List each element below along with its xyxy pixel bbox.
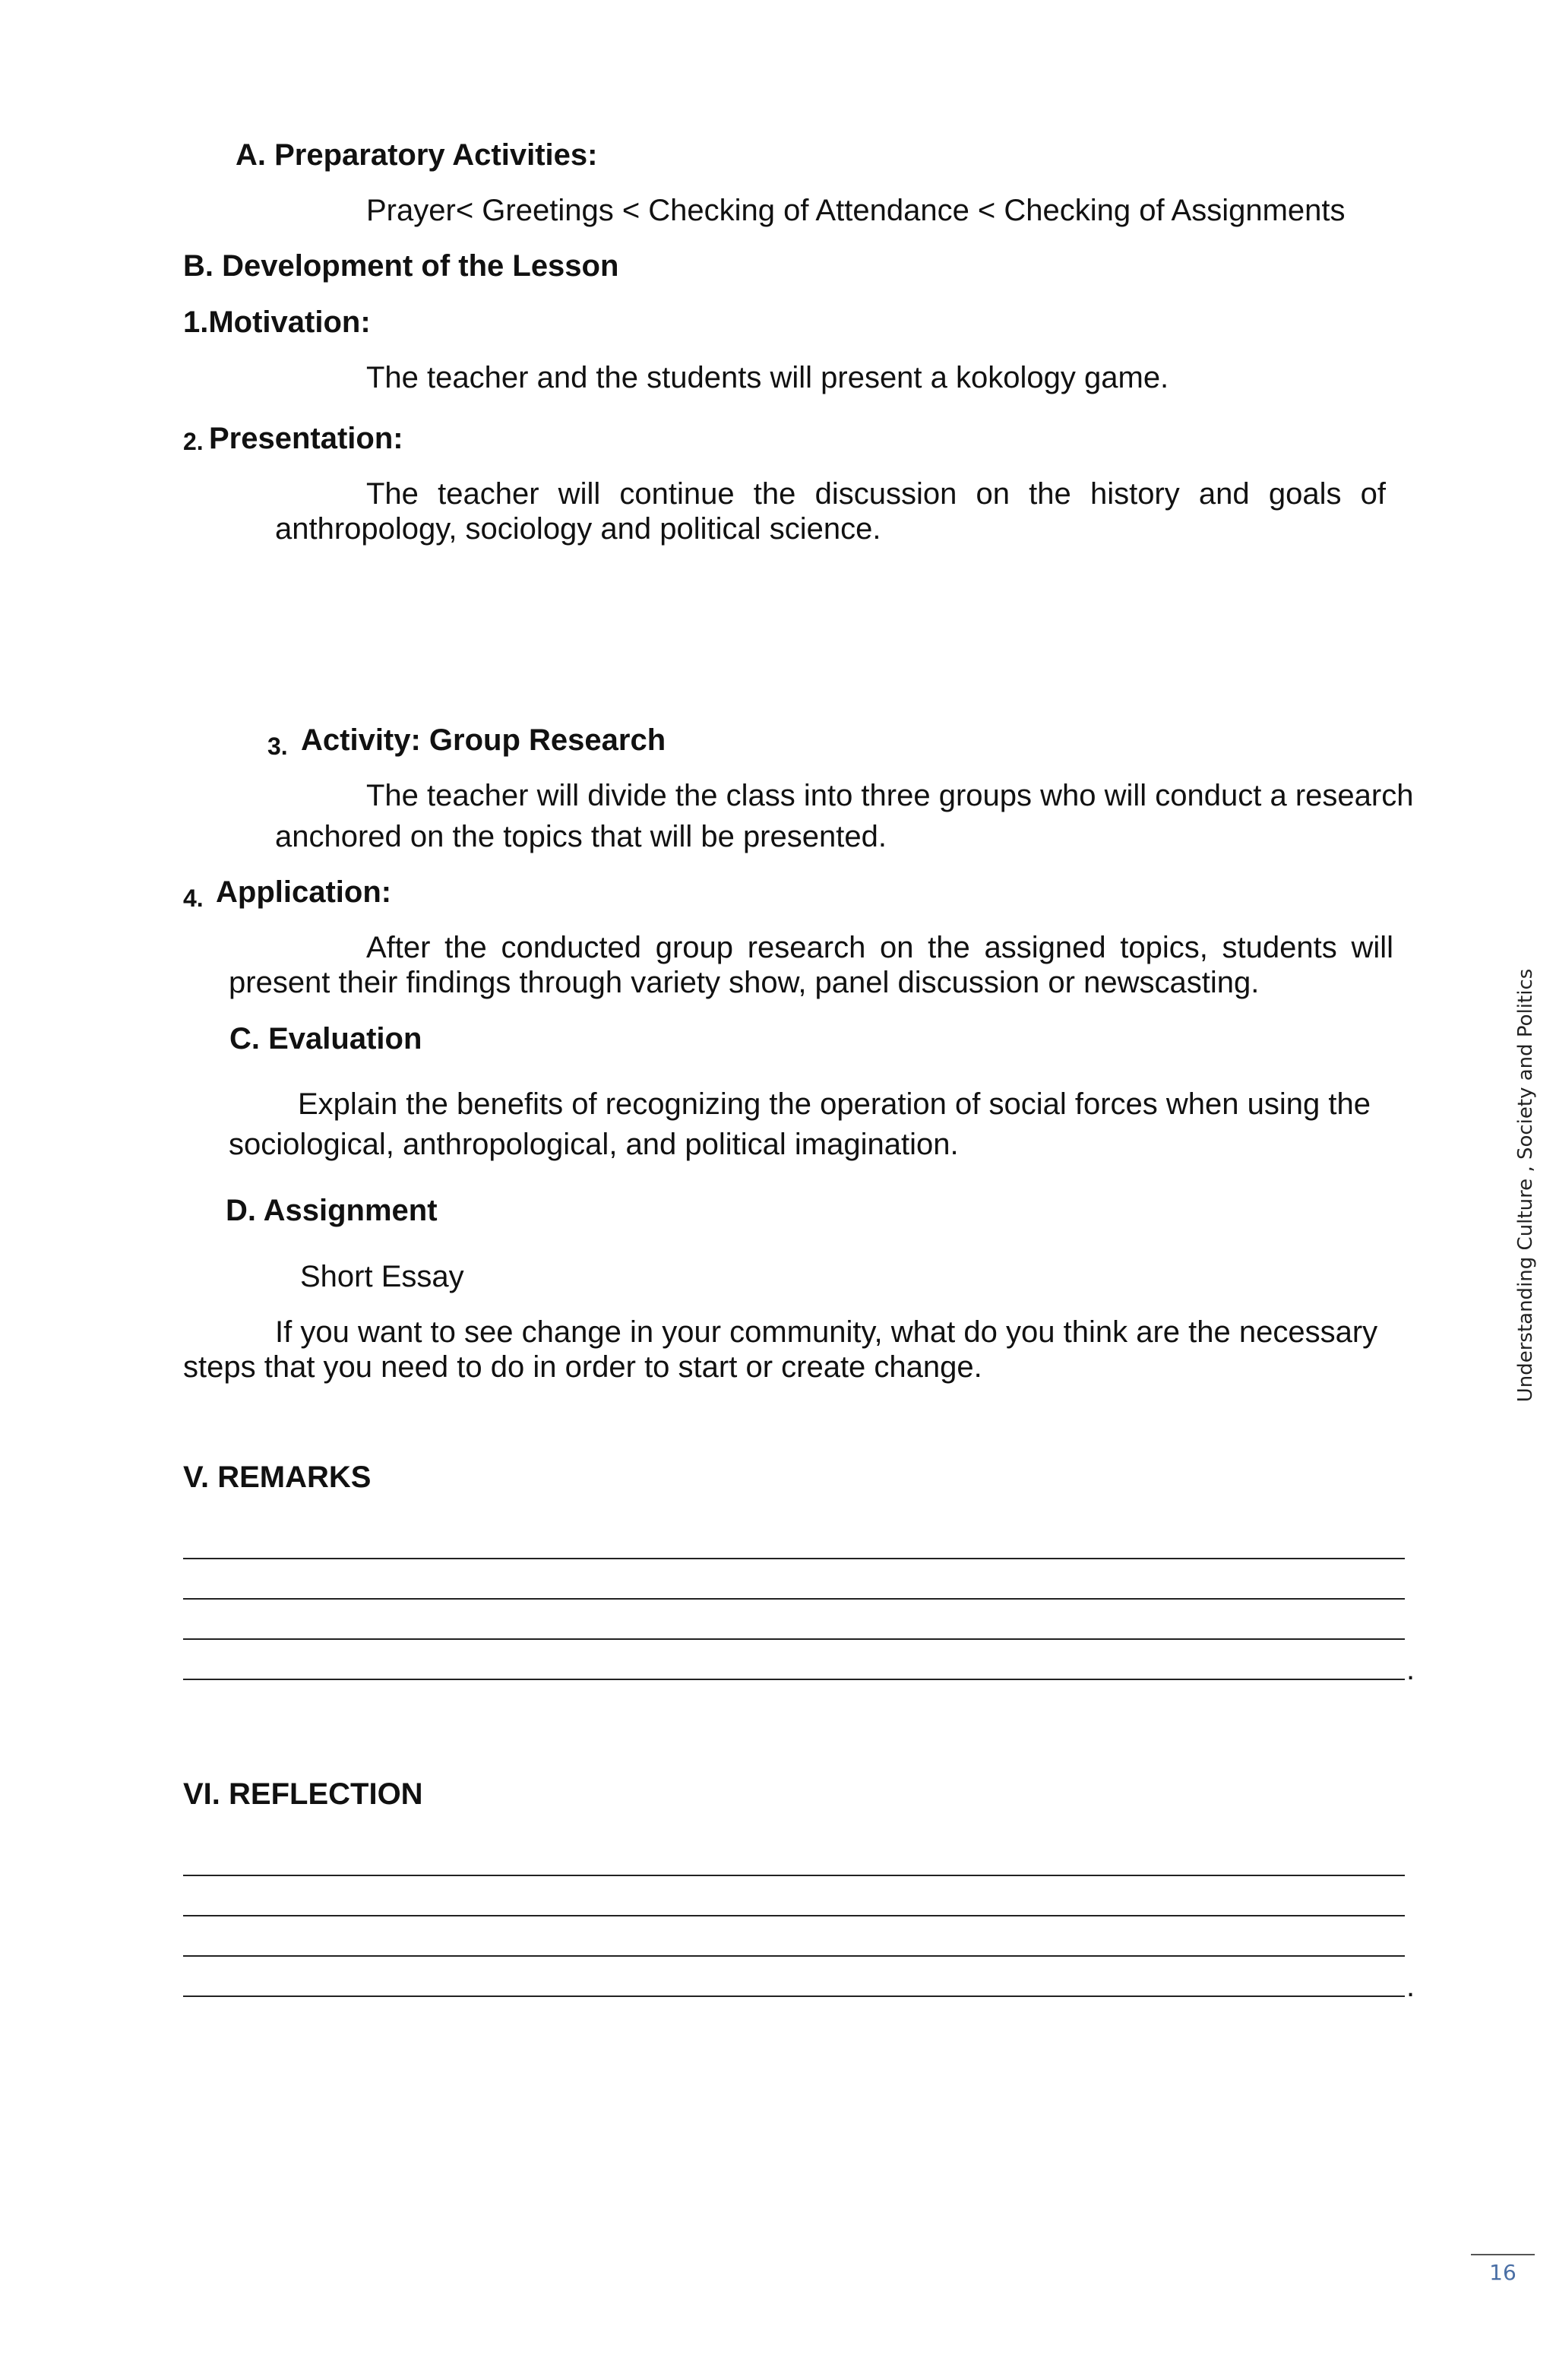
remarks-answer-line [183, 1558, 1405, 1559]
page-number: 16 [1489, 2260, 1516, 2285]
reflection-answer-line [183, 1955, 1405, 1957]
heading-remarks: V. REMARKS [183, 1461, 372, 1494]
heading-motivation: 1.Motivation: [183, 305, 371, 339]
application-text-line-2: present their findings through variety show, panel discussion or newscasting. [229, 966, 1260, 999]
presentation-number: 2. [183, 428, 204, 455]
preparatory-activities-text: Prayer< Greetings < Checking of Attendance < Checking of Assignments [366, 194, 1346, 227]
activity-text-line-1: The teacher will divide the class into three groups who will conduct a research [366, 779, 1414, 812]
heading-assignment: D. Assignment [226, 1194, 438, 1227]
sidebar-subject-title: Understanding Culture , Society and Politics [1514, 968, 1537, 1403]
assignment-subheading-short-essay: Short Essay [300, 1260, 464, 1293]
page-number-rule [1471, 2254, 1535, 2255]
activity-text-line-2: anchored on the topics that will be presented. [275, 820, 887, 853]
assignment-text-line-1: If you want to see change in your community, what do you think are the necessary [275, 1315, 1378, 1349]
reflection-end-mark: . [1406, 1970, 1415, 2003]
reflection-answer-line [183, 1875, 1405, 1876]
heading-application: Application: [216, 875, 392, 909]
application-number: 4. [183, 885, 204, 912]
remarks-answer-line [183, 1598, 1405, 1600]
evaluation-text-line-1: Explain the benefits of recognizing the operation of social forces when using the [298, 1087, 1371, 1121]
application-text-line-1: After the conducted group research on the assigned topics, students will [366, 931, 1393, 964]
evaluation-text-line-2: sociological, anthropological, and political imagination. [229, 1128, 959, 1161]
activity-number: 3. [267, 733, 288, 760]
presentation-text-line-2: anthropology, sociology and political science. [275, 512, 881, 546]
reflection-answer-line [183, 1995, 1405, 1997]
remarks-answer-line [183, 1679, 1405, 1680]
heading-activity-group-research: Activity: Group Research [301, 723, 666, 757]
heading-development-of-lesson: B. Development of the Lesson [183, 249, 619, 283]
heading-evaluation: C. Evaluation [229, 1022, 422, 1055]
heading-presentation: Presentation: [209, 422, 403, 455]
remarks-answer-line [183, 1638, 1405, 1640]
presentation-text-line-1: The teacher will continue the discussion on the history and goals of [366, 477, 1386, 511]
assignment-text-line-2: steps that you need to do in order to start or create change. [183, 1350, 982, 1384]
remarks-end-mark: . [1406, 1653, 1415, 1686]
motivation-text: The teacher and the students will present a kokology game. [366, 361, 1169, 394]
heading-reflection: VI. REFLECTION [183, 1777, 423, 1811]
reflection-answer-line [183, 1915, 1405, 1916]
heading-preparatory-activities: A. Preparatory Activities: [236, 138, 598, 172]
